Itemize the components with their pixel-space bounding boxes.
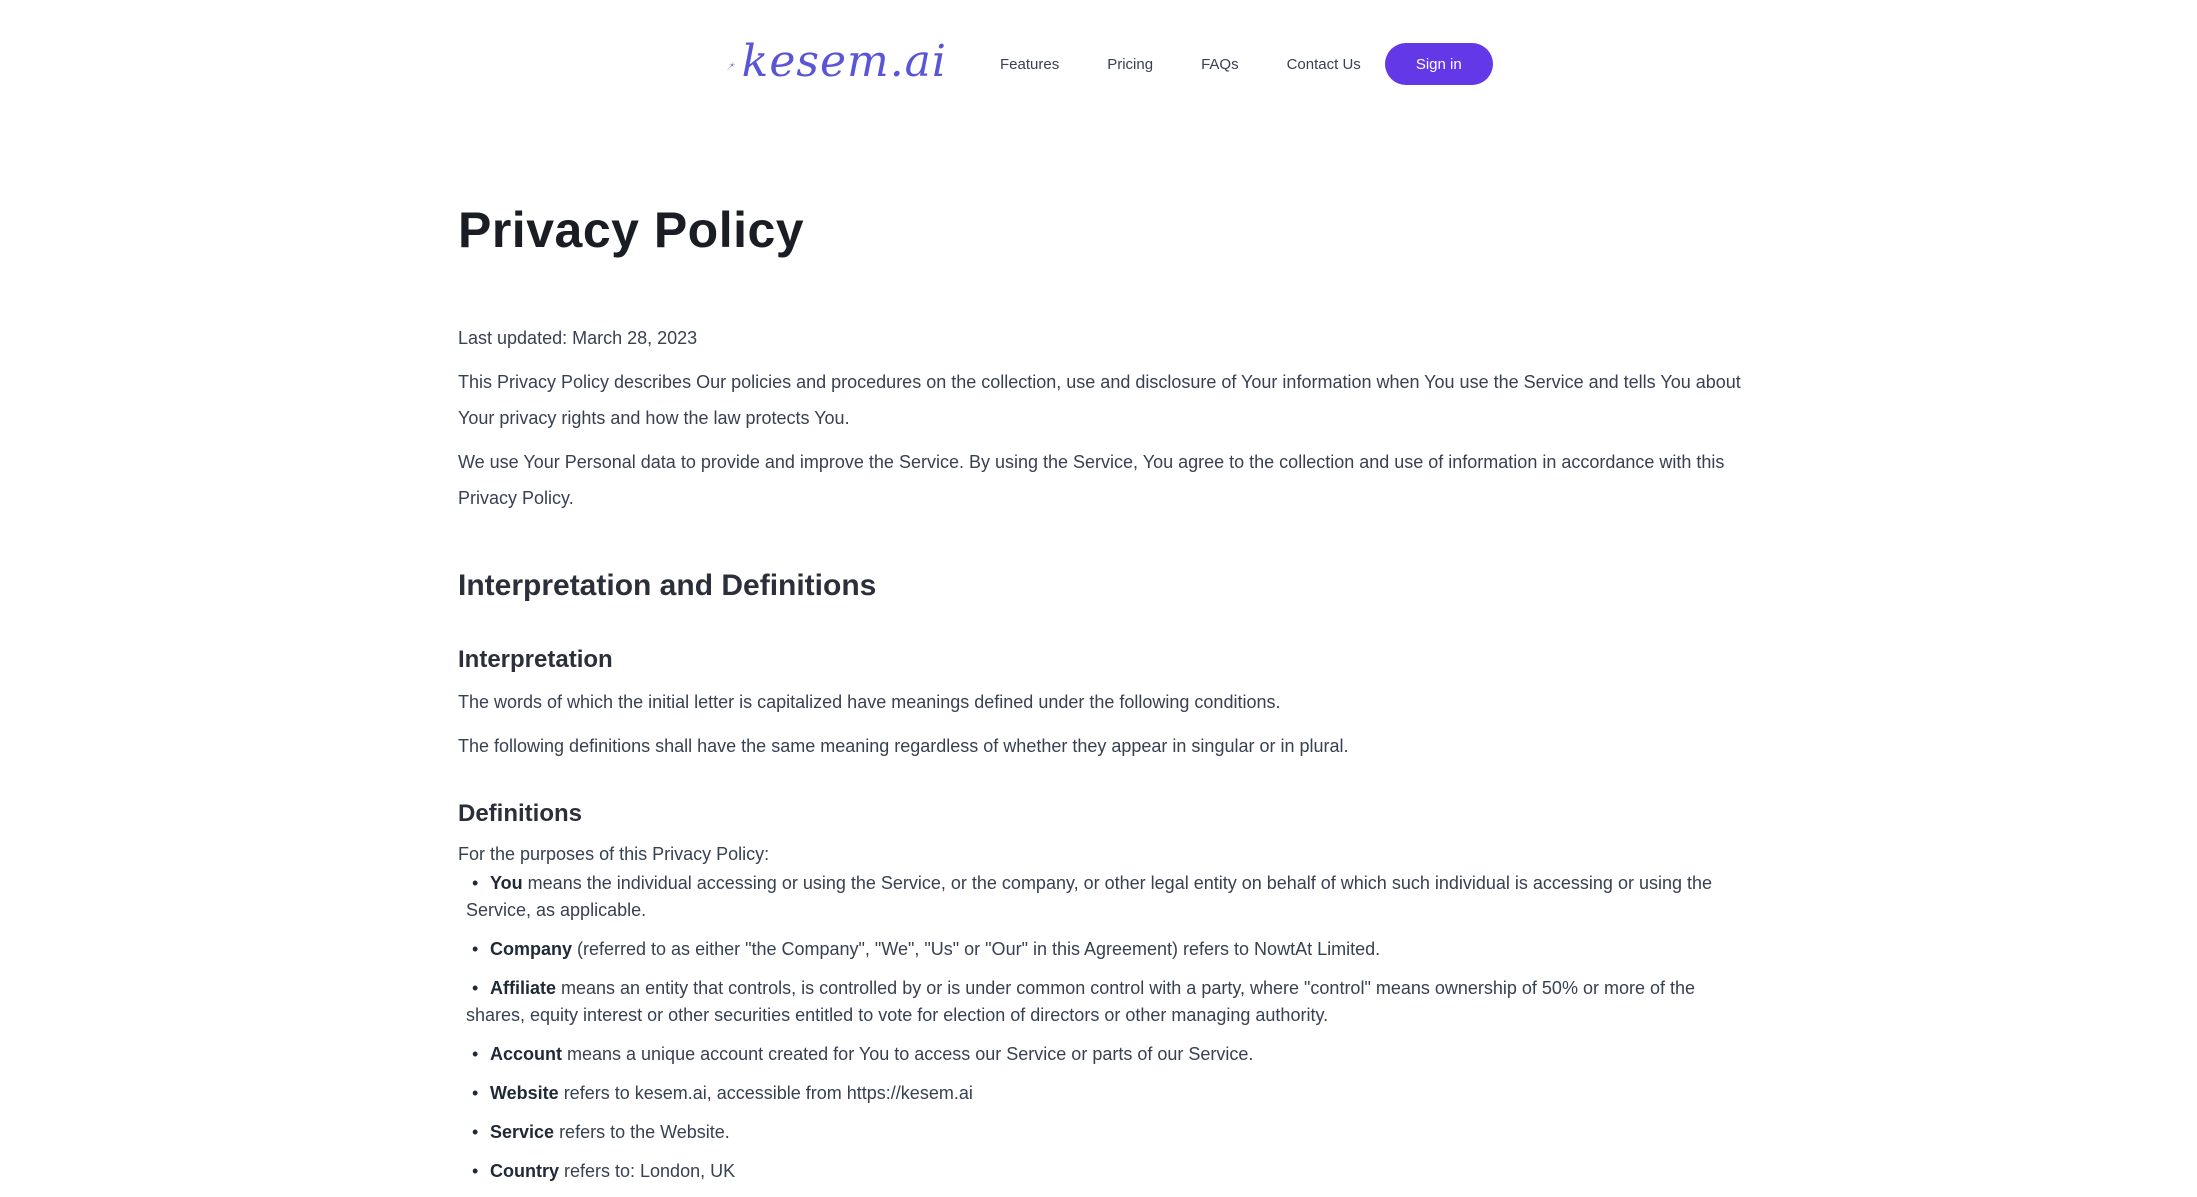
definition-item bbox=[466, 870, 1748, 924]
bullet-icon: • bbox=[466, 1041, 490, 1068]
bullet-icon: • bbox=[466, 1080, 490, 1107]
definitions-intro: For the purposes of this Privacy Policy: bbox=[458, 838, 1748, 870]
definitions-list bbox=[458, 870, 1748, 1185]
bullet-icon: • bbox=[466, 1119, 490, 1146]
definition-term: Account bbox=[490, 1044, 562, 1064]
page-title: Privacy Policy bbox=[458, 190, 1748, 270]
interpretation-paragraph: The following definitions shall have the same meaning regardless of whether they appear in singular or in plural. bbox=[458, 728, 1748, 764]
nav-link-pricing[interactable]: Pricing bbox=[1107, 56, 1153, 73]
privacy-policy-content bbox=[458, 190, 1748, 1197]
magic-wand-icon bbox=[727, 34, 736, 98]
definition-text: refers to kesem.ai, accessible from https://kesem.ai bbox=[559, 1083, 973, 1103]
definition-text: refers to the Website. bbox=[554, 1122, 730, 1142]
nav-link-faqs[interactable]: FAQs bbox=[1201, 56, 1239, 73]
definition-text: refers to: London, UK bbox=[559, 1161, 735, 1181]
nav-link-contact-us[interactable]: Contact Us bbox=[1287, 56, 1361, 73]
bullet-icon: • bbox=[466, 870, 490, 897]
bullet-icon: • bbox=[466, 936, 490, 963]
definition-text: means the individual accessing or using the Service, or the company, or other legal entity on behalf of which such individual is accessing or using the Service, as applicable. bbox=[466, 873, 1712, 920]
definitions-heading: Definitions bbox=[458, 794, 1748, 834]
main-nav bbox=[1000, 43, 1493, 85]
bullet-icon: • bbox=[466, 1158, 490, 1185]
nav-link-features[interactable]: Features bbox=[1000, 56, 1059, 73]
intro-paragraph: This Privacy Policy describes Our policies and procedures on the collection, use and disclosure of Your information when You use the Service and tells You about Your privacy rights and how the law protects You. bbox=[458, 364, 1748, 436]
definition-text: means a unique account created for You to access our Service or parts of our Service. bbox=[562, 1044, 1253, 1064]
bullet-icon: • bbox=[466, 975, 490, 1002]
definition-item bbox=[466, 1119, 1748, 1146]
site-header bbox=[0, 0, 2197, 128]
section-heading: Interpretation and Definitions bbox=[458, 560, 1748, 612]
intro-paragraph: We use Your Personal data to provide and improve the Service. By using the Service, You agree to the collection and use of information in accordance with this Privacy Policy. bbox=[458, 444, 1748, 516]
interpretation-paragraph: The words of which the initial letter is capitalized have meanings defined under the following conditions. bbox=[458, 684, 1748, 720]
logo-link[interactable] bbox=[727, 30, 947, 102]
definition-text: (referred to as either "the Company", "We", "Us" or "Our" in this Agreement) refers to NowtAt Limited. bbox=[572, 939, 1380, 959]
last-updated: Last updated: March 28, 2023 bbox=[458, 320, 1748, 356]
definition-item bbox=[466, 1041, 1748, 1068]
definition-term: Affiliate bbox=[490, 978, 556, 998]
sign-in-button[interactable]: Sign in bbox=[1385, 43, 1493, 85]
definition-term: Company bbox=[490, 939, 572, 959]
definition-item bbox=[466, 1080, 1748, 1107]
definition-term: Service bbox=[490, 1122, 554, 1142]
definition-term: Country bbox=[490, 1161, 559, 1181]
definition-term: You bbox=[490, 873, 523, 893]
interpretation-heading: Interpretation bbox=[458, 640, 1748, 680]
definition-item bbox=[466, 936, 1748, 963]
definition-text: means an entity that controls, is controlled by or is under common control with a party, where "control" means ownership of 50% or more of the shares, equity interest or other securities entitled to vote for election of directors or other managing authority. bbox=[466, 978, 1695, 1025]
definition-item bbox=[466, 975, 1748, 1029]
definition-term: Website bbox=[490, 1083, 559, 1103]
logo-wordmark: kesem.ai bbox=[742, 40, 947, 84]
definition-item bbox=[466, 1158, 1748, 1185]
